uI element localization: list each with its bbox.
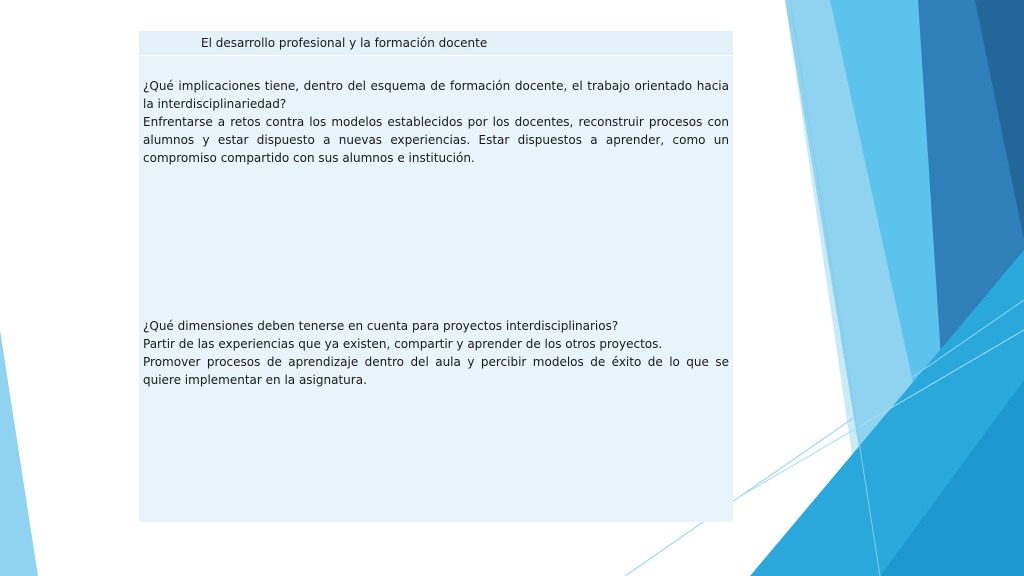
answer-2-line-1: Partir de las experiencias que ya existen, compartir y aprender de los otros proyectos. <box>143 337 663 351</box>
table-header-title: El desarrollo profesional y la formación docente <box>201 36 488 50</box>
content-table <box>139 31 733 522</box>
question-2: ¿Qué dimensiones deben tenerse en cuenta para proyectos interdisciplinarios? <box>143 319 619 333</box>
spacer <box>143 167 729 317</box>
table-body-cell <box>143 77 729 389</box>
table-header-row <box>139 31 733 56</box>
question-1: ¿Qué implicaciones tiene, dentro del esquema de formación docente, el trabajo orientado hacia la interdisciplinariedad? <box>143 79 729 111</box>
answer-2-line-2: Promover procesos de aprendizaje dentro del aula y percibir modelos de éxito de lo que se quiere implementar en la asignatura. <box>143 355 729 387</box>
left-accent-shape <box>0 330 38 576</box>
answer-1: Enfrentarse a retos contra los modelos establecidos por los docentes, reconstruir procesos con alumnos y estar dispuesto a nuevas experiencias. Estar dispuestos a aprender, como un compromiso compartido con sus alumnos e institución. <box>143 115 729 165</box>
